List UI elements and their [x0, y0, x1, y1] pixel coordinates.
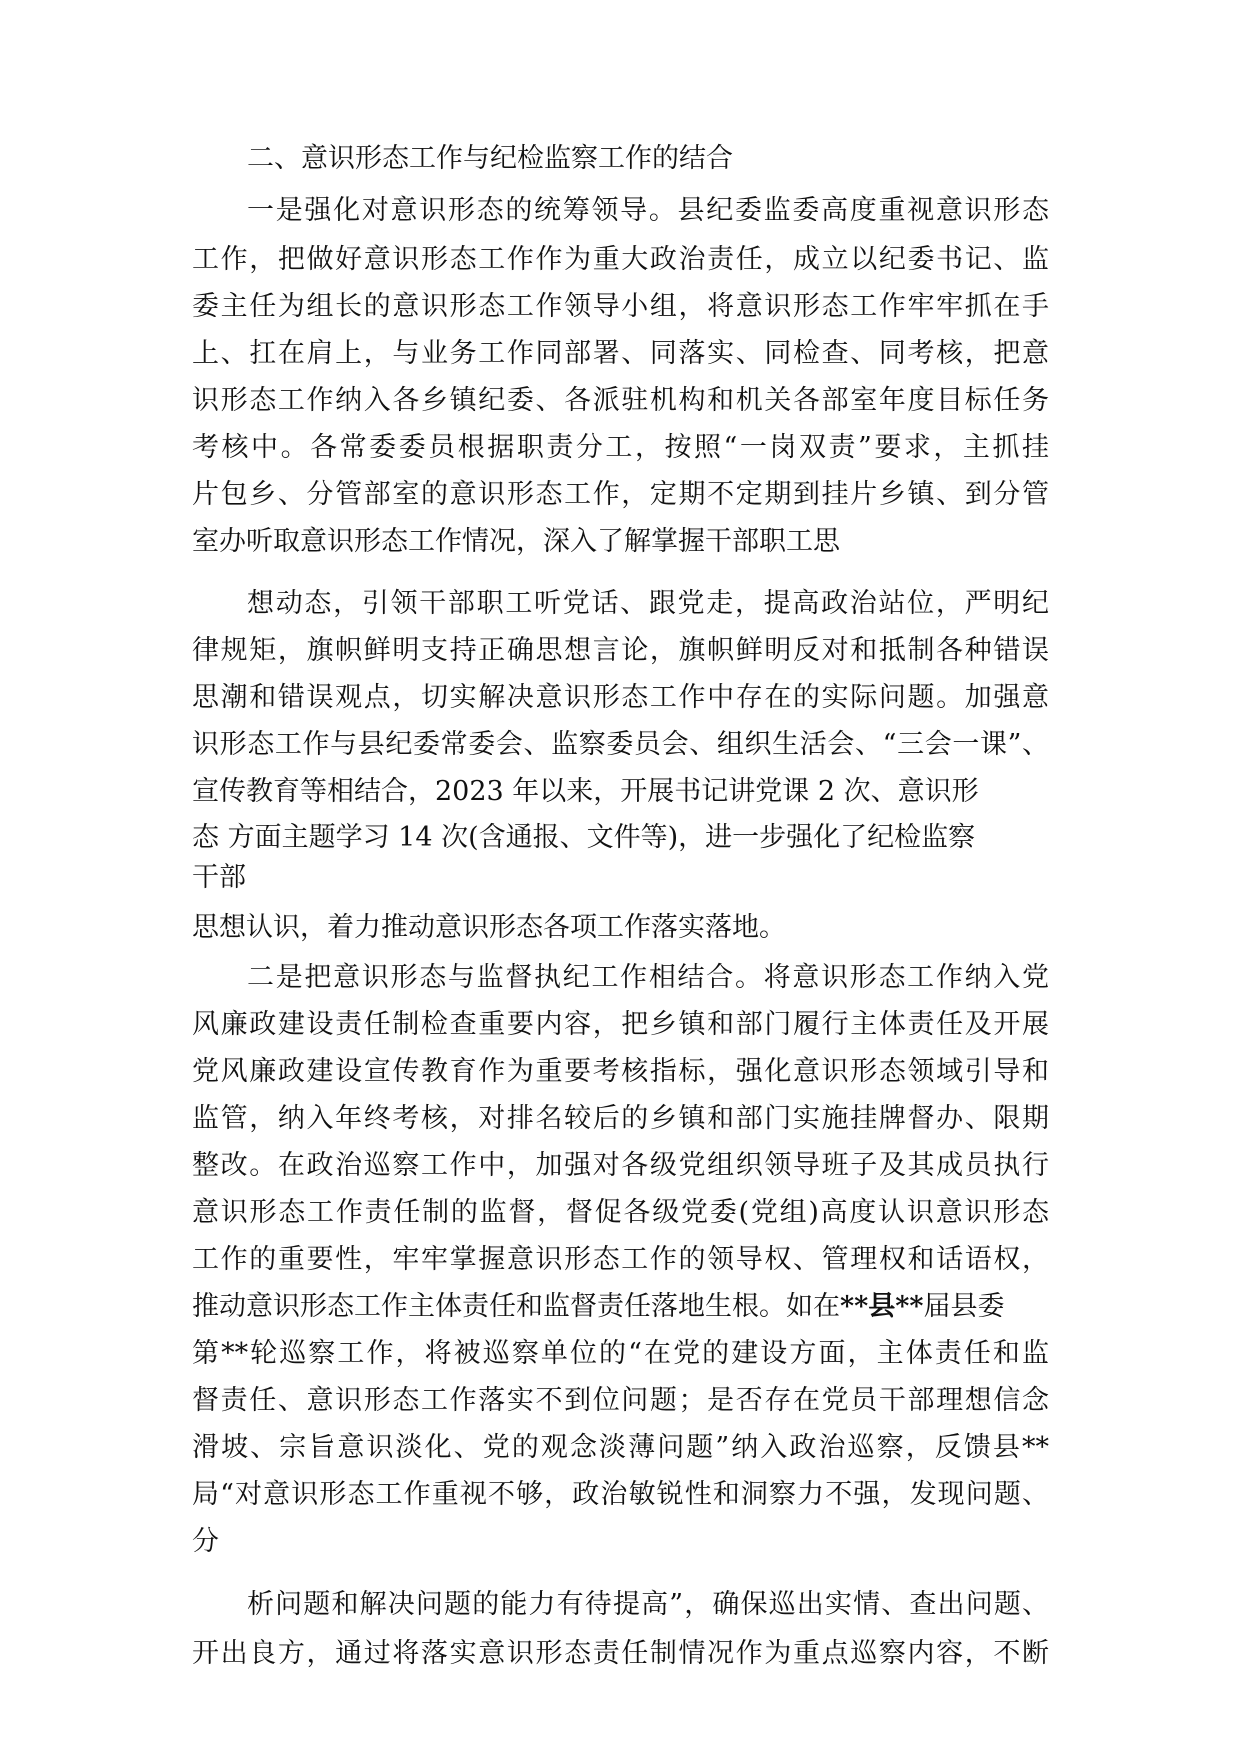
paragraph-line: 工作的重要性，牢牢掌握意识形态工作的领导权、管理权和话语权，	[192, 1244, 1049, 1275]
paragraph-line: 片包乡、分管部室的意识形态工作，定期不定期到挂片乡镇、到分管	[192, 479, 1049, 510]
paragraph-line: 局“对意识形态工作重视不够，政治敏锐性和洞察力不强，发现问题、	[192, 1479, 1049, 1510]
paragraph-line: 委主任为组长的意识形态工作领导小组，将意识形态工作牢牢抓在手	[192, 291, 1049, 322]
paragraph-line: 识形态工作纳入各乡镇纪委、各派驻机构和机关各部室年度目标任务	[192, 385, 1049, 416]
paragraph-line: 思潮和错误观点，切实解决意识形态工作中存在的实际问题。加强意	[192, 682, 1049, 713]
paragraph-line: 析问题和解决问题的能力有待提高”，确保巡出实情、查出问题、	[247, 1589, 1049, 1620]
paragraph-line: 态 方面主题学习 14 次(含通报、文件等)，进一步强化了纪检监察	[192, 822, 976, 853]
paragraph-line: 党风廉政建设宣传教育作为重要考核指标，强化意识形态领域引导和	[192, 1056, 1049, 1087]
paragraph-line: 整改。在政治巡察工作中，加强对各级党组织领导班子及其成员执行	[192, 1150, 1049, 1181]
paragraph-line: 想动态，引领干部职工听党话、跟党走，提高政治站位，严明纪	[247, 588, 1049, 619]
paragraph-line: 思想认识，着力推动意识形态各项工作落实落地。	[192, 912, 786, 943]
paragraph-line: 分	[192, 1526, 219, 1557]
paragraph-line: 干部	[192, 862, 246, 893]
paragraph-line: 督责任、意识形态工作落实不到位问题；是否存在党员干部理想信念	[192, 1385, 1049, 1416]
paragraph-line: 一是强化对意识形态的统筹领导。县纪委监委高度重视意识形态	[247, 195, 1049, 226]
paragraph-line: 二是把意识形态与监督执纪工作相结合。将意识形态工作纳入党	[247, 962, 1049, 993]
paragraph-line: 风廉政建设责任制检查重要内容，把乡镇和部门履行主体责任及开展	[192, 1009, 1049, 1040]
paragraph-line: 意识形态工作责任制的监督，督促各级党委(党组)高度认识意识形态	[192, 1197, 1049, 1228]
paragraph-line: 考核中。各常委委员根据职责分工，按照“一岗双责”要求，主抓挂	[192, 432, 1049, 463]
paragraph-line-text: 推动意识形态工作主体责任和监督责任落地生根。如在	[192, 1291, 840, 1322]
paragraph-line: 工作，把做好意识形态工作作为重大政治责任，成立以纪委书记、监	[192, 244, 1049, 275]
paragraph-line	[192, 1289, 1004, 1325]
paragraph-line-text: 届县委	[923, 1291, 1005, 1322]
paragraph-line: 宣传教育等相结合，2023 年以来，开展书记讲党课 2 次、意识形	[192, 776, 979, 807]
paragraph-line: 室办听取意识形态工作情况，深入了解掌握干部职工思	[192, 526, 840, 557]
paragraph-line: 律规矩，旗帜鲜明支持正确思想言论，旗帜鲜明反对和抵制各种错误	[192, 635, 1049, 666]
paragraph-line: 上、扛在肩上，与业务工作同部署、同落实、同检查、同考核，把意	[192, 338, 1049, 369]
paragraph-line: 第**轮巡察工作，将被巡察单位的“在党的建设方面，主体责任和监	[192, 1338, 1049, 1369]
section-heading: 二、意识形态工作与纪检监察工作的结合	[247, 143, 733, 174]
paragraph-line: 开出良方，通过将落实意识形态责任制情况作为重点巡察内容，不断	[192, 1638, 1049, 1669]
paragraph-line: 识形态工作与县纪委常委会、监察委员会、组织生活会、“三会一课”、	[192, 729, 1049, 760]
paragraph-line: 监管，纳入年终考核，对排名较后的乡镇和部门实施挂牌督办、限期	[192, 1103, 1049, 1134]
paragraph-line: 滑坡、宗旨意识淡化、党的观念淡薄问题”纳入政治巡察，反馈县**	[192, 1432, 1049, 1463]
redacted-county-name: **县**	[840, 1291, 924, 1322]
